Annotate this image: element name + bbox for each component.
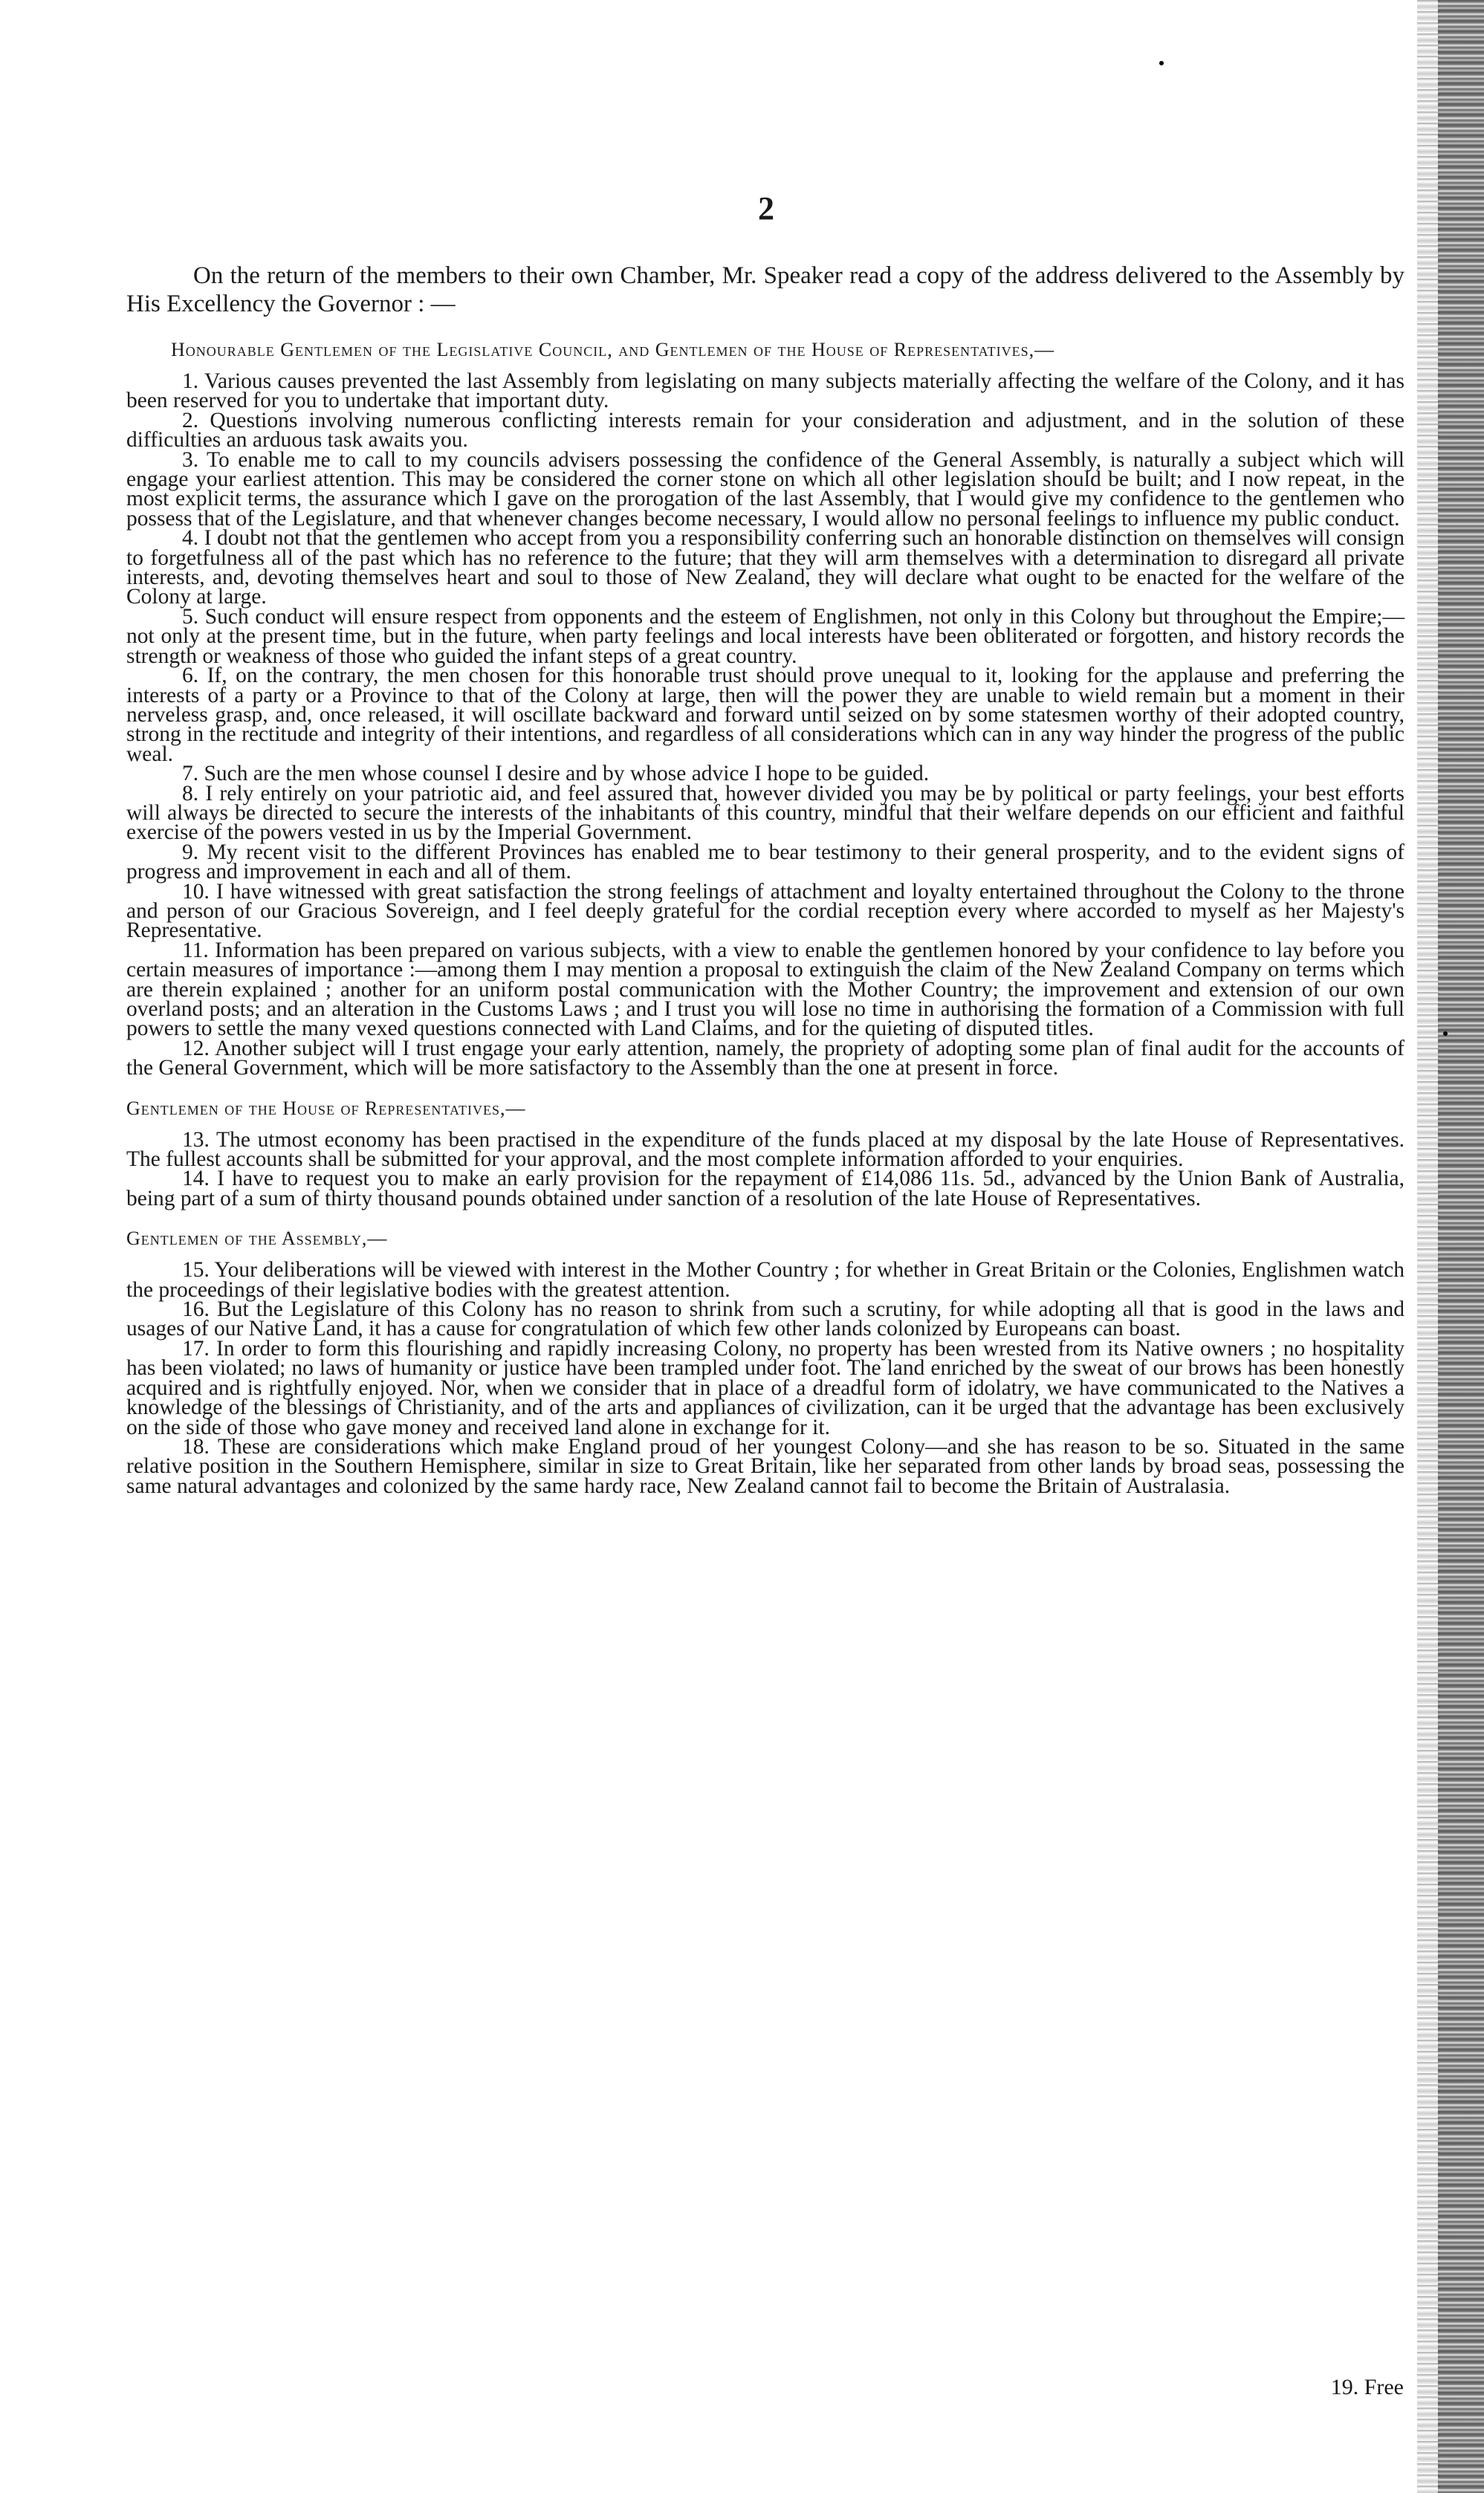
paragraph-4: 4. I doubt not that the gentlemen who accept from you a responsibility conferring such an honorable distinction on themselves will consign to forgetfulness all of the past which has no reference to the future; that they will arm themselves with a determination to disregard all private interests, and, devoting themselves heart and soul to those of New Zealand, they will declare what ought to be enacted for the welfare of the Colony at large. [126, 526, 1404, 609]
page-number: 2 [758, 190, 774, 227]
paragraph-1: 1. Various causes prevented the last Assembly from legislating on many subjects materially affecting the welfare of the Colony, and it has been reserved for you to undertake that important duty. [126, 369, 1404, 413]
binding-shadow [1417, 0, 1439, 2493]
paragraph-15: 15. Your deliberations will be viewed with interest in the Mother Country ; for whether in Great Britain or the Colonies, Englishmen watch the proceedings of their legislative bodies with the greatest attention. [126, 1258, 1404, 1302]
paragraph-12: 12. Another subject will I trust engage your early attention, namely, the propriety of adopting some plan of final audit for the accounts of the General Government, which will be more satisfactory to the Assembly than the one at present in force. [126, 1036, 1404, 1080]
paragraph-16: 16. But the Legislature of this Colony has no reason to shrink from such a scrutiny, for while adopting all that is good in the laws and usages of our Native Land, it has a cause for congratulation of which few other lands colonized by Europeans can boast. [126, 1297, 1404, 1341]
paragraph-5: 5. Such conduct will ensure respect from opponents and the esteem of Englishmen, not only in this Colony but throughout the Empire;—not only at the present time, but in the future, when party feelings and local interests have been obliterated or forgotten, and history records the strength or weakness of those who guided the infant steps of a great country. [126, 604, 1404, 668]
paragraph-9: 9. My recent visit to the different Provinces has enabled me to bear testimony to their general prosperity, and to the evident signs of progress and improvement in each and all of them. [126, 840, 1404, 884]
paragraph-18: 18. These are considerations which make England proud of her youngest Colony—and she has reason to be so. Situated in the same relative position in the Southern Hemisphere, similar in size to Great Britain, like her separated from other lands by broad seas, possessing the same natural advantages and colonized by the same hardy race, New Zealand cannot fail to become the Britain of Australasia. [126, 1434, 1404, 1498]
paragraph-11: 11. Information has been prepared on various subjects, with a view to enable the gentlemen honored by your confidence to lay before you certain measures of importance :—among them I may mention a proposal to extinguish the claim of the New Zealand Company on terms which are therein explained ; another for an uniform postal communication with the Mother Country; the improvement and extension of our own overland posts; and an alteration in the Customs Laws ; and I trust you will lose no time in authorising the formation of a Commission with full powers to settle the many vexed questions connected with Land Claims, and for the quieting of disputed titles. [126, 938, 1404, 1041]
catchword: 19. Free [1330, 2375, 1404, 2399]
paragraph-17: 17. In order to form this flourishing and rapidly increasing Colony, no property has been wrested from its Native owners ; no hospitality has been violated; no laws of humanity or justice have been trampled under foot. The land enriched by the sweat of our brows has been honestly acquired and is rightfully enjoyed. Nor, when we consider that in place of a dreadful form of idolatry, we have communicated to the Natives a knowledge of the blessings of Christianity, and of the arts and appliances of civilization, can it be urged that the advantage has been exclusively on the side of those who gave money and received land alone in exchange for it. [126, 1336, 1404, 1439]
paragraph-3: 3. To enable me to call to my councils advisers possessing the confidence of the General Assembly, is naturally a subject which will engage your earliest attention. This may be considered the corner stone on which all other legislation should be built; and I now repeat, in the most explicit terms, the assurance which I gave on the prorogation of the last Assembly, that I would give my confidence to the gentlemen who possess that of the Legislature, and that whenever changes become necessary, I would allow no personal feelings to influence my public conduct. [126, 447, 1404, 531]
paragraph-2: 2. Questions involving numerous conflicting interests remain for your consideration and adjustment, and in the solution of these difficulties an arduous task awaits you. [126, 408, 1404, 453]
paragraph-8: 8. I rely entirely on your patriotic aid, and feel assured that, however divided you may be by political or party feelings, your best efforts will always be directed to secure the interests of the inhabitants of this country, mindful that their welfare depends on our efficient and faithful exercise of the powers vested in us by the Imperial Government. [126, 781, 1404, 845]
paragraph-6: 6. If, on the contrary, the men chosen for this honorable trust should prove unequal to it, looking for the applause and preferring the interests of a party or a Province to that of the Colony at large, then will the power they are unable to wield remain but a moment in their nerveless grasp, and, once released, it will oscillate backward and forward until seized on by some statesmen worthy of their adopted country, strong in the rectitude and integrity of their intentions, and regardless of all considerations which can in any way hinder the progress of the public weal. [126, 664, 1404, 766]
salutation-assembly: Gentlemen of the Assembly,— [126, 1228, 388, 1250]
page-binding-edge [1438, 0, 1484, 2493]
intro-paragraph: On the return of the members to their own Chamber, Mr. Speaker read a copy of the address delivered to the Assembly by His Excellency the Governor : — [126, 262, 1404, 317]
salutation-council-and-house: Honourable Gentlemen of the Legislative Council, and Gentlemen of the House of Representatives,— [171, 339, 1055, 360]
paragraph-7: 7. Such are the men whose counsel I desire and by whose advice I hope to be guided. [182, 762, 930, 786]
ink-speck [1443, 1031, 1448, 1036]
salutation-house: Gentlemen of the House of Representatives,— [126, 1097, 526, 1119]
address-text [126, 262, 1404, 1496]
paragraph-13: 13. The utmost economy has been practised in the expenditure of the funds placed at my disposal by the late House of Representatives. The fullest accounts shall be submitted for your approval, and the most complete information afforded to your enquiries. [126, 1127, 1404, 1172]
ink-speck [1159, 61, 1164, 65]
paragraph-10: 10. I have witnessed with great satisfaction the strong feelings of attachment and loyalty entertained throughout the Colony to the throne and person of our Gracious Sovereign, and I feel deeply grateful for the cordial reception every where accorded to myself as her Majesty's Representative. [126, 879, 1404, 943]
paragraph-14: 14. I have to request you to make an early provision for the repayment of £14,086 11s. 5d., advanced by the Union Bank of Australia, being part of a sum of thirty thousand pounds obtained under sanction of a resolution of the late House of Representatives. [126, 1167, 1404, 1210]
